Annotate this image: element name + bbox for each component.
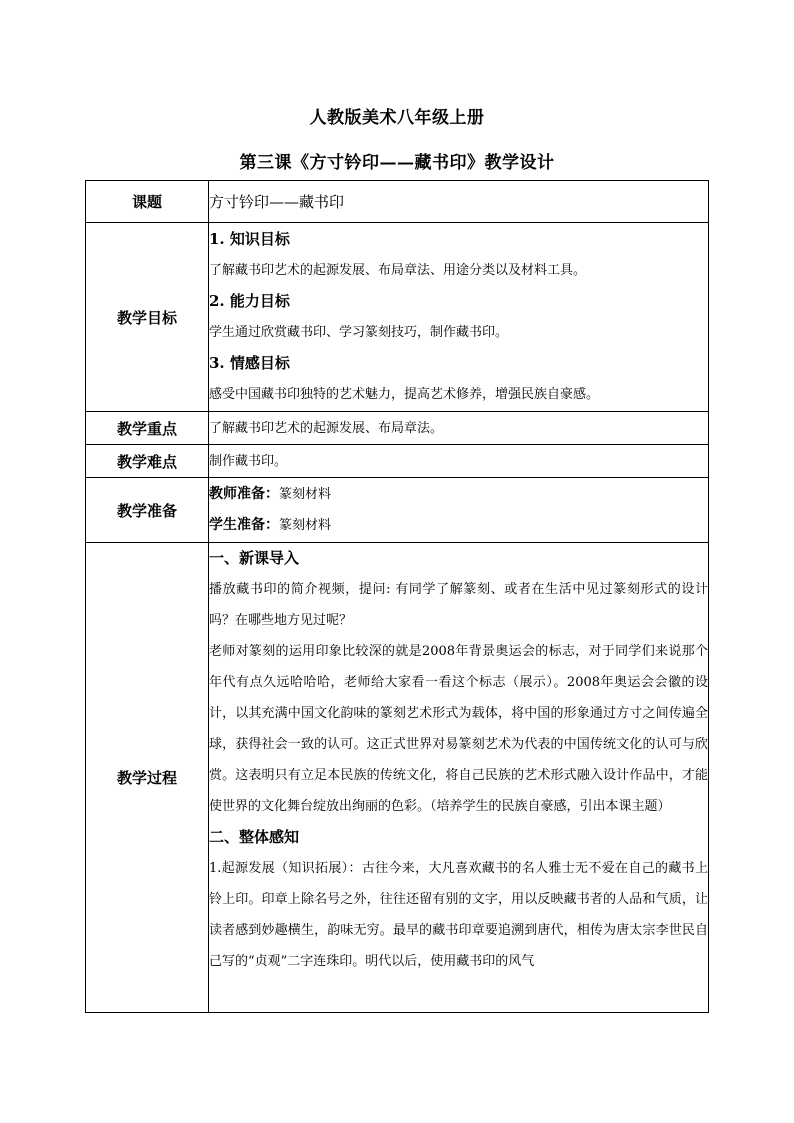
row-label-objectives: 教学目标	[86, 223, 209, 412]
objective-2-heading: 2. 能力目标	[209, 292, 290, 310]
row-label-difficulties: 教学难点	[86, 445, 209, 478]
difficulties-value: 制作藏书印。	[209, 445, 709, 478]
process-section-2-heading: 二、整体感知	[209, 828, 300, 846]
table-row-topic	[86, 181, 709, 223]
table-row-key-points	[86, 412, 709, 445]
preparation-cell	[209, 478, 709, 543]
objective-2-text: 学生通过欣赏藏书印、学习篆刻技巧，制作藏书印。	[209, 325, 509, 340]
key-points-value: 了解藏书印艺术的起源发展、布局章法。	[209, 412, 709, 445]
table-row-preparation	[86, 478, 709, 543]
process-section-1-heading: 一、新课导入	[209, 549, 300, 567]
row-label-process: 教学过程	[86, 543, 209, 1013]
objective-1-text: 了解藏书印艺术的起源发展、布局章法、用途分类以及材料工具。	[209, 263, 587, 278]
table-row-process	[86, 543, 709, 1013]
lesson-plan-table	[85, 180, 709, 1013]
table-row-objectives	[86, 223, 709, 412]
document-title: 第三课《方寸钤印——藏书印》教学设计	[239, 153, 555, 173]
topic-value: 方寸钤印——藏书印	[209, 181, 709, 223]
teacher-preparation: 教师准备：篆刻材料	[209, 486, 332, 502]
process-section-2-para-1: 1.起源发展（知识拓展）：古往今来，大凡喜欢藏书的名人雅士无不爱在自己的藏书上铃上印。印章上除名号之外，往往还留有别的文字，用以反映藏书者的人品和气质，让读者感到妙趣横生，韵味无穷。最早的藏书印章要追溯到唐代，相传为唐太宗李世民自己写的“贞观”二字连珠印。明代以后，使用藏书印的风气	[209, 861, 708, 969]
process-section-1-para-2: 老师对篆刻的运用印象比较深的就是2008年背景奥运会的标志，对于同学们来说那个年代有点久远哈哈哈，老师给大家看一看这个标志（展示）。2008年奥运会会徽的设计，以其充满中国文化韵味的篆刻艺术形式为载体，将中国的形象通过方寸之间传遍全球，获得社会一致的认可。这正式世界对易篆刻艺术为代表的中国传统文化的认可与欣赏。这表明只有立足本民族的传统文化，将自己民族的艺术形式融入设计作品中，才能使世界的文化舞台绽放出绚丽的色彩。（培养学生的民族自豪感，引出本课主题）	[209, 644, 708, 814]
process-section-1-para-1: 播放藏书印的简介视频，提问: 有同学了解篆刻、或者在生活中见过篆刻形式的设计吗？在哪些地方见过呢？	[209, 582, 708, 628]
objectives-cell	[209, 223, 709, 412]
row-label-key-points: 教学重点	[86, 412, 209, 445]
objective-3-heading: 3. 情感目标	[209, 354, 290, 372]
row-label-topic: 课题	[86, 181, 209, 223]
table-row-difficulties	[86, 445, 709, 478]
objective-1-heading: 1. 知识目标	[209, 230, 290, 248]
objective-3-text: 感受中国藏书印独特的艺术魅力，提高艺术修养，增强民族自豪感。	[209, 387, 600, 402]
process-cell	[209, 543, 709, 1013]
row-label-preparation: 教学准备	[86, 478, 209, 543]
document-subtitle: 人教版美术八年级上册	[309, 108, 485, 128]
student-preparation: 学生准备：篆刻材料	[209, 517, 332, 533]
